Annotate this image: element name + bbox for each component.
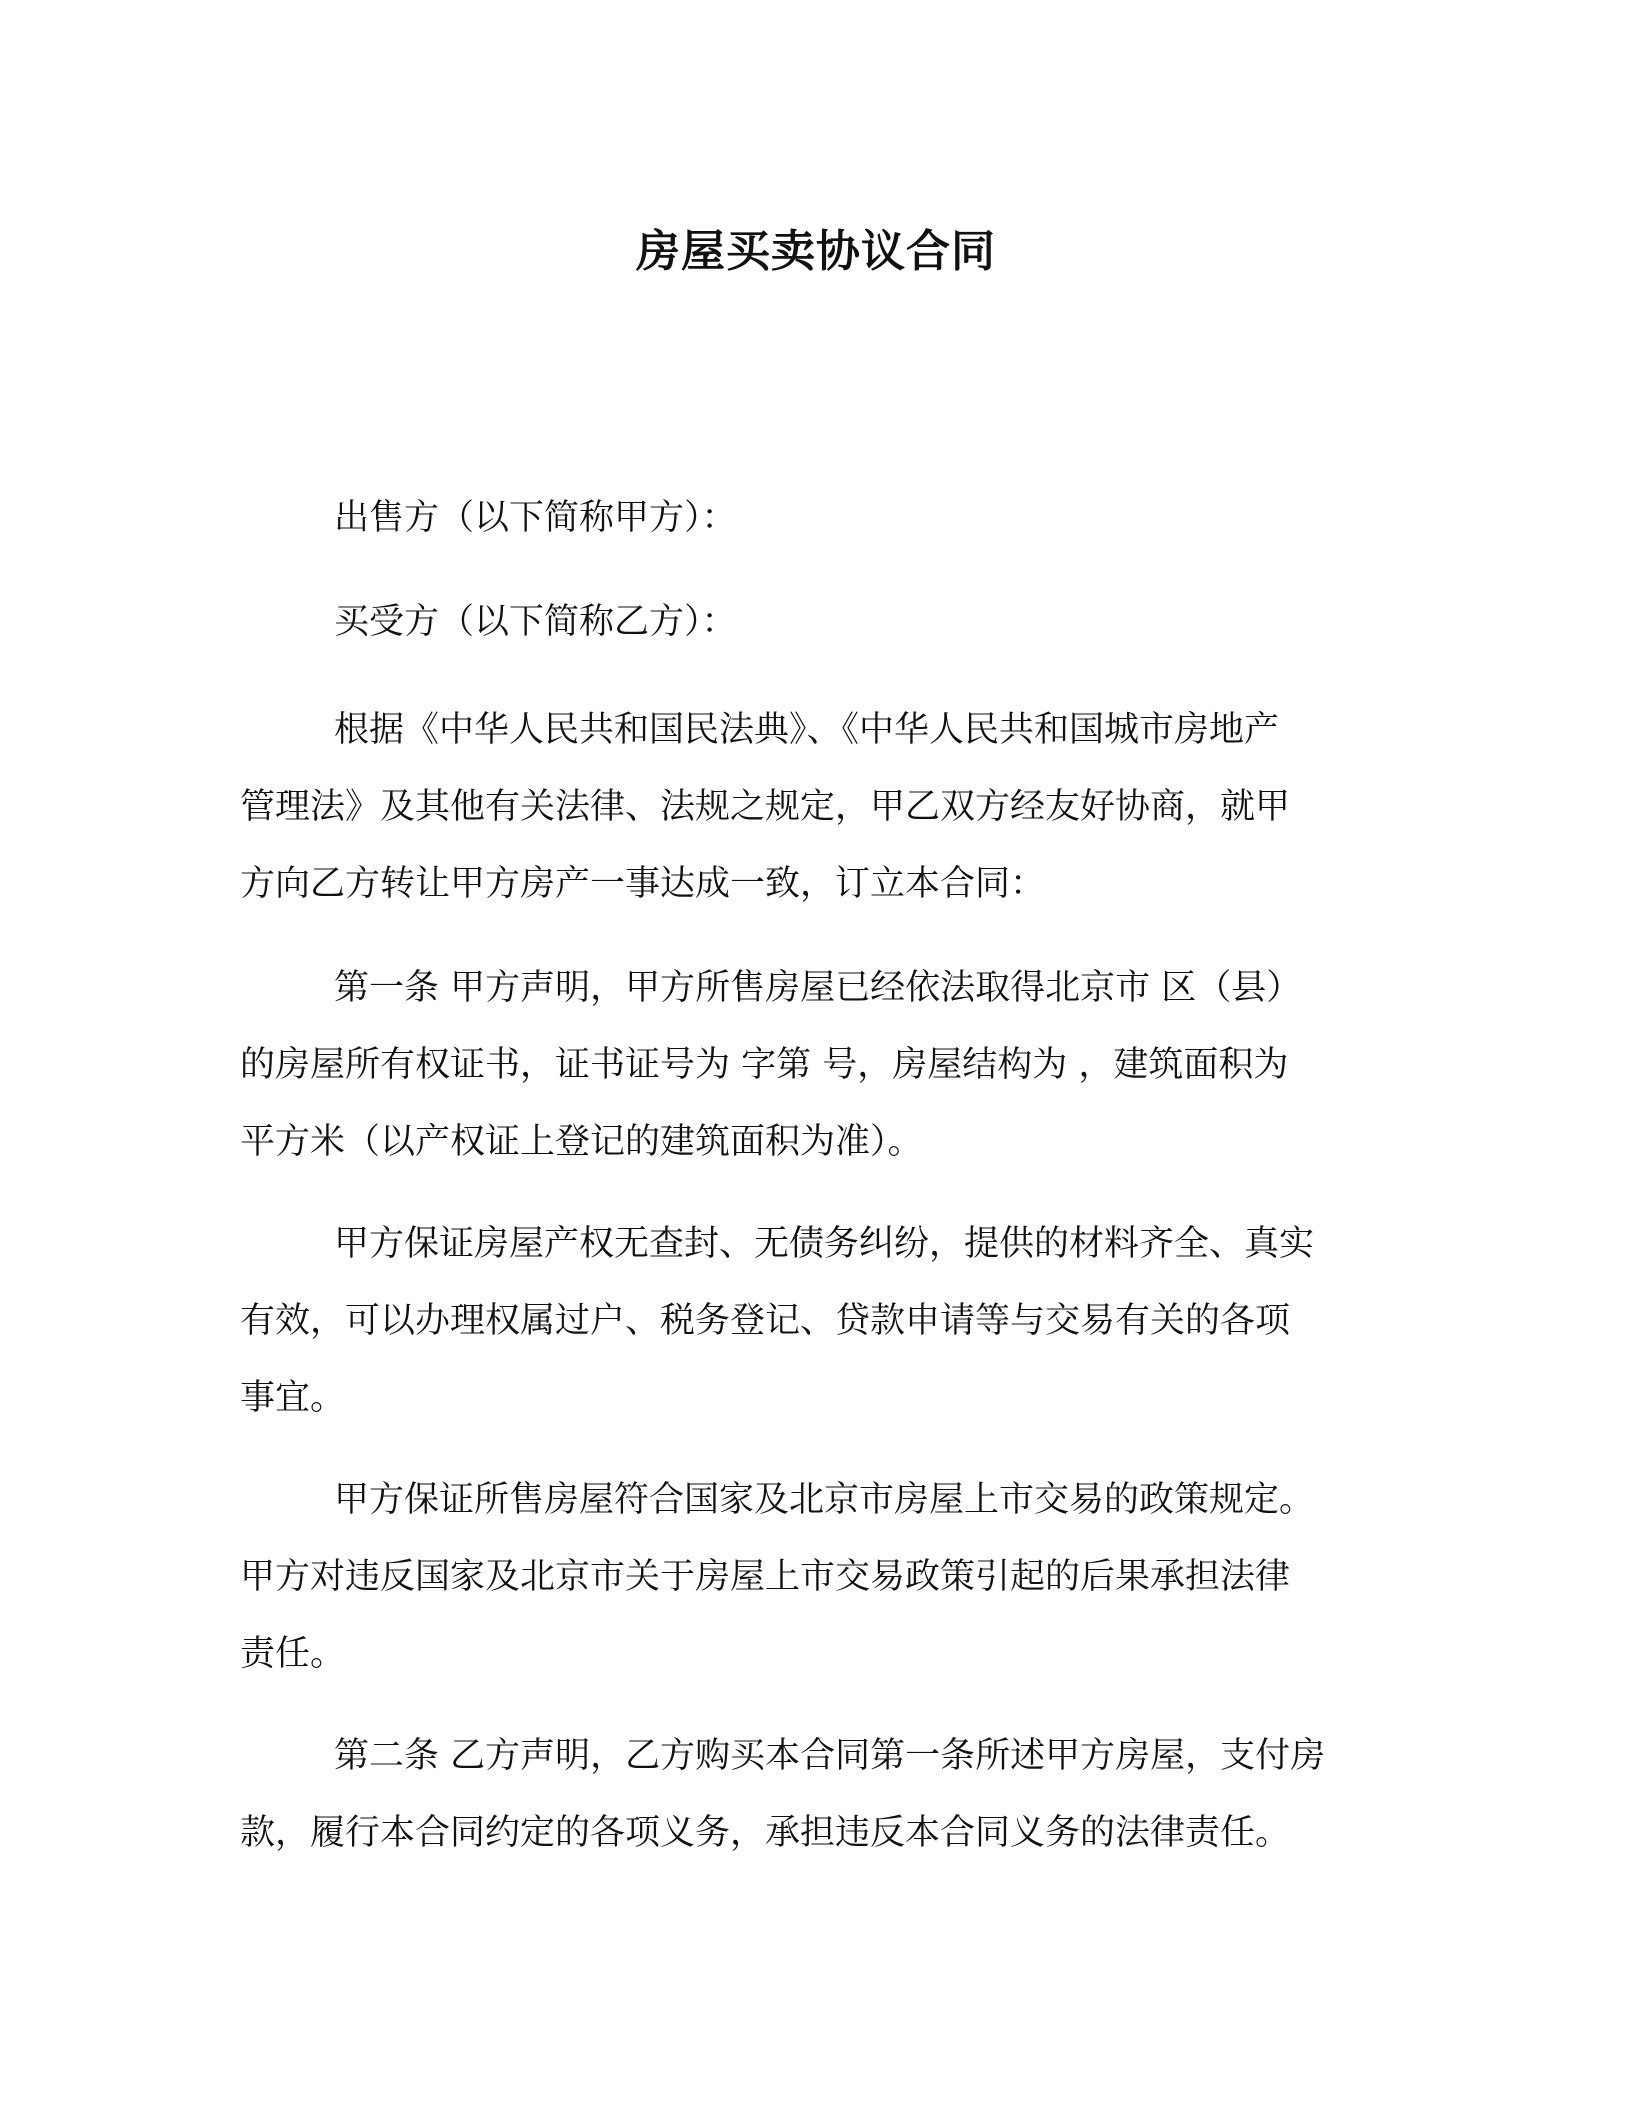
paragraph-line: 甲方保证所售房屋符合国家及北京市房屋上市交易的政策规定。 xyxy=(334,1480,1315,1520)
seller-label: 出售方（以下简称甲方）： xyxy=(334,498,737,538)
paragraph-preamble xyxy=(240,692,1390,923)
paragraph-line: 甲方保证房屋产权无查封、无债务纠纷，提供的材料齐全、真实 xyxy=(334,1224,1315,1264)
paragraph-line: 平方米（以产权证上登记的建筑面积为准）。 xyxy=(240,1122,923,1162)
paragraph-line: 甲方对违反国家及北京市关于房屋上市交易政策引起的后果承担法律 xyxy=(240,1557,1291,1597)
paragraph-line: 的房屋所有权证书，证书证号为 字第 号，房屋结构为 ，建筑面积为 xyxy=(240,1045,1289,1085)
paragraph-line: 管理法》及其他有关法律、法规之规定，甲乙双方经友好协商，就甲 xyxy=(240,787,1291,827)
paragraph-line: 第二条 乙方声明，乙方购买本合同第一条所述甲方房屋，支付房 xyxy=(334,1736,1326,1776)
paragraph-article-1 xyxy=(240,950,1390,1181)
paragraph-seller-guarantee-property xyxy=(240,1206,1390,1437)
paragraph-line: 责任。 xyxy=(240,1634,346,1674)
paragraph-line: 事宜。 xyxy=(240,1378,346,1418)
document-title: 房屋买卖协议合同 xyxy=(636,226,996,277)
paragraph-article-2 xyxy=(240,1718,1390,1872)
paragraph-seller-guarantee-policy xyxy=(240,1462,1390,1693)
paragraph-line: 根据《中华人民共和国民法典》、《中华人民共和国城市房地产 xyxy=(334,710,1280,750)
paragraph-line: 有效，可以办理权属过户、税务登记、贷款申请等与交易有关的各项 xyxy=(240,1301,1291,1341)
paragraph-line: 方向乙方转让甲方房产一事达成一致，订立本合同： xyxy=(240,864,1046,904)
paragraph-line: 第一条 甲方声明，甲方所售房屋已经依法取得北京市 区（县） xyxy=(334,968,1302,1008)
buyer-label: 买受方（以下简称乙方）： xyxy=(334,602,737,642)
paragraph-line: 款，履行本合同约定的各项义务，承担违反本合同义务的法律责任。 xyxy=(240,1813,1291,1853)
